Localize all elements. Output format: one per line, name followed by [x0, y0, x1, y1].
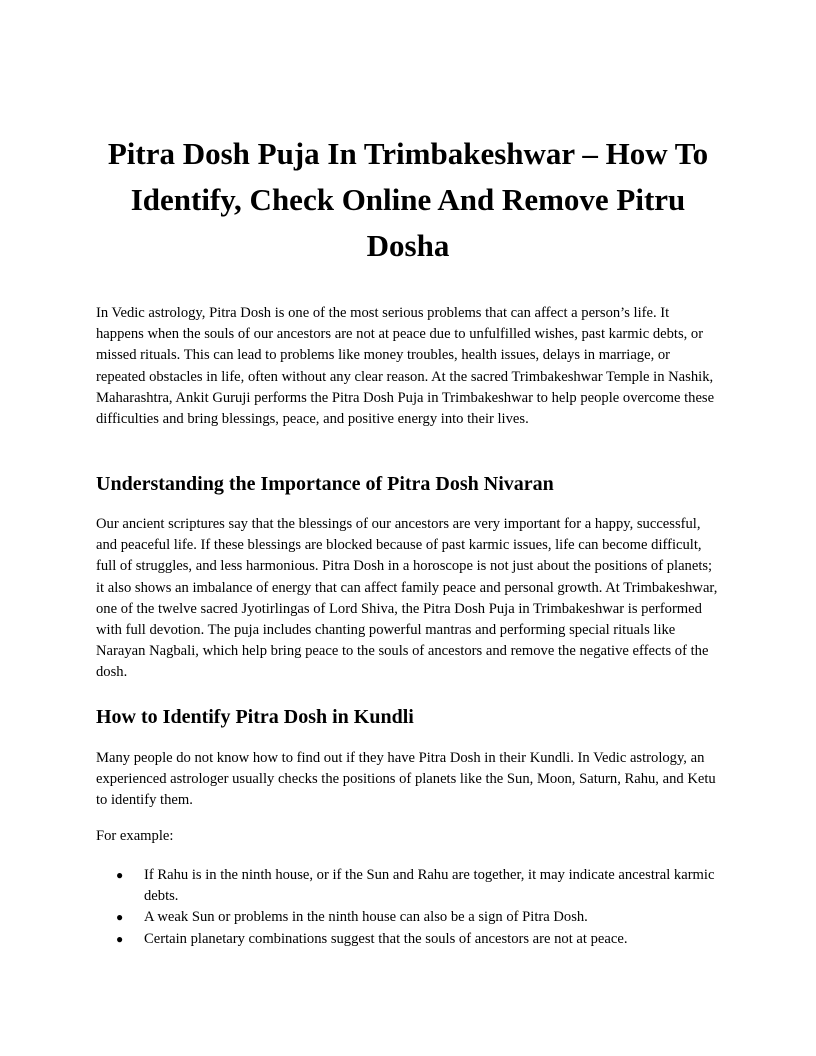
- list-item-text: Certain planetary combinations suggest that the souls of ancestors are not at peace.: [144, 930, 628, 947]
- identify-bullet-list: [96, 865, 720, 950]
- list-item-text: If Rahu is in the ninth house, or if the Sun and Rahu are together, it may indicate ancestral karmic debts.: [144, 867, 715, 905]
- list-item: [96, 907, 720, 928]
- document-title: Pitra Dosh Puja In Trimbakeshwar – How To Identify, Check Online And Remove Pitru Dosha: [107, 136, 709, 263]
- section-heading-identify: How to Identify Pitra Dosh in Kundli: [96, 706, 414, 728]
- identify-paragraph: Many people do not know how to find out if they have Pitra Dosh in their Kundli. In Vedic astrology, an experienced astrologer usually checks the positions of planets like the Sun, Moon, Saturn, Rahu, and Ketu to identify them.: [96, 750, 716, 809]
- section-heading-importance: Understanding the Importance of Pitra Dosh Nivaran: [96, 473, 554, 495]
- list-item: [96, 929, 720, 950]
- importance-paragraph: Our ancient scriptures say that the blessings of our ancestors are very important for a happy, successful, and peaceful life. If these blessings are blocked because of past karmic issues, life can become difficult, full of struggles, and less harmonious. Pitra Dosh in a horoscope is not just about the positions of planets; it also shows an imbalance of energy that can affect family peace and personal growth. At Trimbakeshwar, one of the twelve sacred Jyotirlingas of Lord Shiva, the Pitra Dosh Puja in Trimbakeshwar is performed with full devotion. The puja includes chanting powerful mantras and performing special rituals like Narayan Nagbali, which help bring peace to the souls of ancestors and remove the negative effects of the dosh.: [96, 516, 718, 681]
- bullet-icon: ●: [116, 910, 124, 925]
- example-label: For example:: [96, 828, 174, 844]
- intro-paragraph: In Vedic astrology, Pitra Dosh is one of the most serious problems that can affect a person’s life. It happens when the souls of our ancestors are not at peace due to unfulfilled wishes, past karmic debts, or missed rituals. This can lead to problems like money troubles, health issues, delays in marriage, or repeated obstacles in life, often without any clear reason. At the sacred Trimbakeshwar Temple in Nashik, Maharashtra, Ankit Guruji performs the Pitra Dosh Puja in Trimbakeshwar to help people overcome these difficulties and bring blessings, peace, and positive energy into their lives.: [96, 305, 715, 428]
- bullet-icon: ●: [116, 868, 124, 882]
- list-item-text: A weak Sun or problems in the ninth house can also be a sign of Pitra Dosh.: [144, 909, 588, 926]
- bullet-icon: ●: [116, 931, 124, 946]
- list-item: [96, 865, 720, 907]
